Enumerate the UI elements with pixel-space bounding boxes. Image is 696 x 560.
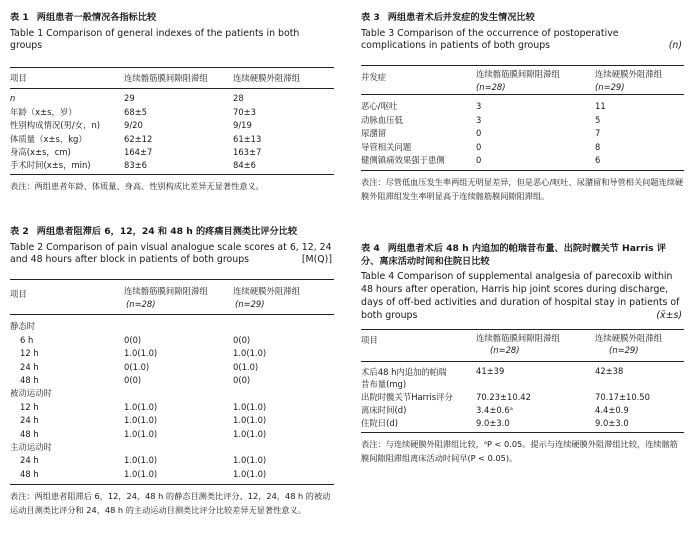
- table-3-row: [361, 99, 684, 112]
- table-4-header-group1: [476, 333, 560, 356]
- table-3-title-en: [361, 28, 684, 54]
- table-4-bottom-rule: [361, 432, 684, 433]
- table-2-unit: [M(Q)]: [301, 254, 332, 266]
- table-2-row-group1-value: 0(1.0): [124, 361, 150, 372]
- table-2-row: [10, 400, 334, 413]
- table-3-header-group2: [595, 69, 662, 92]
- table-2-row-label: 静态时: [10, 321, 36, 332]
- table-1-row-label: n: [10, 93, 16, 104]
- table-4-row-label: 出院时髋关节Harris评分: [361, 391, 453, 402]
- table-3-row-group2-value: 7: [595, 128, 601, 139]
- table-2-row-label: 48 h: [20, 375, 39, 385]
- table-2-row-group2-value: 1.0(1.0): [233, 468, 267, 479]
- table-1-row: [10, 145, 334, 158]
- table-4-row: [361, 364, 684, 390]
- table-1-row-group1-value: 29: [124, 93, 135, 104]
- table-2-row: [10, 360, 334, 373]
- table-1-row-group2-value: 84±6: [233, 160, 257, 171]
- table-4-row-group1-value: 9.0±3.0: [476, 418, 510, 429]
- table-3-row-label: 恶心/呕吐: [361, 101, 398, 112]
- table-4-header-group2-label: 连续硬膜外阻滞组: [595, 332, 662, 343]
- table-2-row-group2-value: 1.0(1.0): [233, 415, 267, 426]
- table-3-header-group2-label: 连续硬膜外阻滞组: [595, 69, 662, 80]
- table-4-row: [361, 390, 684, 403]
- table-3-bottom-rule: [361, 170, 684, 171]
- table-2-row-group2-value: 0(0): [233, 375, 251, 385]
- table-4-row-group2-value: 70.17±10.50: [595, 391, 650, 402]
- table-2-row-group2-value: 1.0(1.0): [233, 428, 267, 439]
- table-3-note: 表注：尽管低血压发生率两组无明显差异，但是恶心/呕吐、尿潴留和导管相关问题连续硬膜外阻滞组发生率明显高于连续髂筋膜间隙阻滞组。: [361, 177, 684, 202]
- table-3-number: 表 3: [361, 12, 380, 23]
- table-1-header-item: 项目: [10, 73, 27, 84]
- table-2-row: [10, 453, 334, 466]
- table-4-row-label: 住院日(d): [361, 418, 398, 429]
- table-3-header-group1-n: (n=28): [476, 81, 506, 92]
- table-2-row-label: 主动运动时: [10, 441, 52, 452]
- table-2-number: 表 2: [10, 226, 29, 237]
- table-2-header-group1-n: (n=28): [126, 298, 156, 309]
- table-1-row: [10, 105, 334, 118]
- table-3-row-group2-value: 8: [595, 141, 601, 152]
- table-1-row-label: 年龄（x±s，岁）: [10, 106, 77, 117]
- table-1-row-group2-value: 163±7: [233, 147, 262, 157]
- table-4-header-row: [361, 330, 684, 357]
- table-4-row-label: 离床时间(d): [361, 405, 407, 416]
- table-4-header-group1-n: (n=28): [490, 345, 520, 356]
- table-2-row: [10, 427, 334, 440]
- table-3-header-group1-label: 连续髂筋膜间隙阻滞组: [476, 69, 560, 80]
- table-3-row: [361, 153, 684, 166]
- table-1-row-group1-value: 62±12: [124, 133, 153, 144]
- table-1-header-group2: 连续硬膜外阻滞组: [233, 73, 300, 84]
- table-1-header-group1: 连续髂筋膜间隙阻滞组: [124, 73, 208, 84]
- table-2-bottom-rule: [10, 484, 334, 485]
- table-2-row-label: 24 h: [20, 361, 39, 372]
- table-4-title-text: 两组患者术后 48 h 内追加的帕瑞昔布量、出院时髋关节 Harris 评分、离床活动时间和住院日比较: [361, 243, 666, 267]
- table-1-number: 表 1: [10, 12, 29, 23]
- table-1-row-label: 手术时间(x±s，min): [10, 160, 91, 171]
- table-3-row: [361, 113, 684, 126]
- table-3-row: [361, 126, 684, 139]
- table-4-row-label: 术后48 h内追加的帕瑞昔布量(mg): [361, 366, 447, 390]
- table-2-row-group1-value: 1.0(1.0): [124, 401, 158, 412]
- table-2-row: [10, 467, 334, 480]
- table-4-unit: (x̄±s): [656, 309, 682, 321]
- table-2-row-group1-value: 1.0(1.0): [124, 415, 158, 426]
- table-3-row-group2-value: 6: [595, 155, 601, 165]
- table-4-title-en-text: Table 4 Comparison of supplemental analgesia of parecoxib within 48 hours after operation, Harris hip joint scores during discharge, days of off-bed activities and duration of hospital stay in patients of both groups: [361, 270, 680, 321]
- table-1-row-label: 体质量（x±s，kg）: [10, 133, 87, 144]
- table-1-row: [10, 118, 334, 131]
- table-3-header-group2-n: (n=29): [595, 81, 625, 92]
- table-2-row-group1-value: 1.0(1.0): [124, 428, 158, 439]
- table-3-row-group2-value: 5: [595, 114, 601, 125]
- table-4-body: [361, 362, 684, 430]
- table-2-row: [10, 346, 334, 359]
- table-1-header-row: [10, 68, 334, 86]
- table-2-title-en-text: Table 2 Comparison of pain visual analogue scale scores at 6, 12, 24 and 48 hours after block in patients of both groups: [10, 241, 332, 266]
- table-1-row-group2-value: 70±3: [233, 106, 257, 117]
- table-2-row-label: 24 h: [20, 455, 39, 466]
- table-2-group-row: [10, 319, 334, 332]
- table-4-row: [361, 416, 684, 429]
- table-3-row-label: 动脉血压低: [361, 114, 403, 125]
- table-4-row-group2-value: 42±38: [595, 365, 624, 376]
- table-3-title-en-text: Table 3 Comparison of the occurrence of postoperative complications in patients of both groups: [361, 27, 619, 52]
- table-1-body: [10, 89, 334, 171]
- table-4-title-cn: [361, 243, 684, 269]
- table-3-unit: (n): [668, 40, 682, 52]
- table-2-row-label: 48 h: [20, 468, 39, 479]
- table-2-row-label: 被动运动时: [10, 388, 52, 399]
- table-3-title-cn: [361, 12, 684, 24]
- table-2-header-group2-n: (n=29): [235, 298, 265, 309]
- table-1-row: [10, 158, 334, 171]
- table-3-header-row: [361, 66, 684, 94]
- table-4-row-group1-value: 70.23±10.42: [476, 391, 531, 402]
- table-1-title-text: 两组患者一般情况各指标比较: [36, 12, 157, 23]
- table-3-row-group1-value: 0: [476, 128, 482, 139]
- table-2-header-group1-label: 连续髂筋膜间隙阻滞组: [124, 286, 208, 297]
- table-2-row: [10, 413, 334, 426]
- table-4-row-group2-value: 9.0±3.0: [595, 418, 629, 429]
- table-1-row: [10, 132, 334, 145]
- table-3-title-text: 两组患者术后并发症的发生情况比较: [387, 12, 535, 23]
- table-2-row-group2-value: 0(1.0): [233, 361, 259, 372]
- table-1-row-group2-value: 61±13: [233, 133, 262, 144]
- table-1-bottom-rule: [10, 174, 334, 175]
- table-4-note: 表注：与连续硬膜外阻滞组比较，ᵃP < 0.05。提示与连续硬膜外阻滞组比较，连续髂筋膜间隙阻滞组离床活动时间早(P < 0.05)。: [361, 438, 678, 463]
- table-2: [10, 226, 334, 518]
- table-2-title-text: 两组患者阻滞后 6，12，24 和 48 h 的疼痛目测类比评分比较: [36, 226, 298, 237]
- table-1: [10, 12, 334, 194]
- table-2-header-group2-label: 连续硬膜外阻滞组: [233, 286, 300, 297]
- table-4-number: 表 4: [361, 243, 380, 254]
- table-2-row-label: 48 h: [20, 428, 39, 439]
- table-2-group-row: [10, 386, 334, 399]
- table-3-row-label: 导管相关问题: [361, 141, 412, 152]
- table-4-header-group1-label: 连续髂筋膜间隙阻滞组: [476, 332, 560, 343]
- table-2-group-row: [10, 440, 334, 453]
- table-3-header-group1: [476, 69, 560, 92]
- table-2-row-label: 6 h: [20, 334, 34, 345]
- table-1-row-label: 性别构成情况(男/女，n): [10, 120, 101, 131]
- table-1-row-group1-value: 68±5: [124, 106, 148, 117]
- table-4-header-group2: [595, 333, 662, 356]
- table-3-row-group2-value: 11: [595, 101, 606, 112]
- table-1-row-group1-value: 9/20: [124, 120, 143, 131]
- table-2-row: [10, 373, 334, 386]
- table-3-body: [361, 95, 684, 166]
- table-2-row-group2-value: 0(0): [233, 334, 251, 345]
- table-4: [361, 243, 684, 466]
- table-2-row-group2-value: 1.0(1.0): [233, 348, 267, 359]
- table-3-row-label: 尿潴留: [361, 128, 387, 139]
- table-3-row-group1-value: 3: [476, 101, 482, 112]
- table-4-row-group2-value: 4.4±0.9: [595, 405, 629, 416]
- table-2-header-item: 项目: [10, 289, 27, 300]
- table-3-row-group1-value: 0: [476, 141, 482, 152]
- table-2-row-group1-value: 1.0(1.0): [124, 455, 158, 466]
- table-3: [361, 12, 684, 204]
- table-2-row-label: 12 h: [20, 348, 39, 359]
- table-2-row-label: 24 h: [20, 415, 39, 426]
- table-2-header-group2: [233, 286, 300, 309]
- table-3-row-group1-value: 0: [476, 155, 482, 165]
- table-2-header-row: [10, 280, 334, 314]
- table-2-row-group1-value: 1.0(1.0): [124, 468, 158, 479]
- table-4-header-group2-n: (n=29): [609, 345, 639, 356]
- table-1-note: 表注：两组患者年龄、体质量、身高、性别构成比差异无显著性意义。: [10, 180, 264, 191]
- table-1-title-en: Table 1 Comparison of general indexes of the patients in both groups: [10, 27, 300, 52]
- table-2-title-cn: [10, 226, 334, 238]
- table-3-row-group1-value: 3: [476, 114, 482, 125]
- table-2-body: [10, 315, 334, 480]
- table-3-row-label: 健侧镇痛效果强于患侧: [361, 155, 445, 165]
- table-1-row-group1-value: 164±7: [124, 147, 153, 157]
- table-1-row-group2-value: 9/19: [233, 120, 252, 131]
- table-4-row-group1-value: 3.4±0.6ᵃ: [476, 405, 513, 416]
- table-2-row-group1-value: 0(0): [124, 334, 142, 345]
- table-2-title-en: [10, 242, 334, 268]
- table-2-row-group2-value: 1.0(1.0): [233, 455, 267, 466]
- table-4-row: [361, 403, 684, 416]
- table-1-row-label: 身高(x±s，cm): [10, 147, 71, 157]
- table-4-header-item: 项目: [361, 334, 378, 345]
- table-4-title-en: [361, 271, 684, 323]
- table-2-row-label: 12 h: [20, 401, 39, 412]
- table-2-row-group1-value: 1.0(1.0): [124, 348, 158, 359]
- table-2-row-group2-value: 1.0(1.0): [233, 401, 267, 412]
- table-1-row: [10, 91, 334, 104]
- table-1-title-cn: [10, 12, 334, 24]
- table-1-row-group1-value: 83±6: [124, 160, 148, 171]
- table-2-row-group1-value: 0(0): [124, 375, 142, 385]
- table-3-row: [361, 140, 684, 153]
- table-4-row-group1-value: 41±39: [476, 365, 505, 376]
- table-2-row: [10, 333, 334, 346]
- table-3-header-item: 并发症: [361, 72, 387, 83]
- table-2-note: 表注：两组患者阻滞后 6，12，24，48 h 的静态目测类比评分、12，24，48 h 的被动运动目测类比评分和 24，48 h 的主动运动目测类比评分比较差异无显著性意义。: [10, 491, 331, 516]
- table-1-row-group2-value: 28: [233, 93, 244, 104]
- table-2-header-group1: [124, 286, 208, 309]
